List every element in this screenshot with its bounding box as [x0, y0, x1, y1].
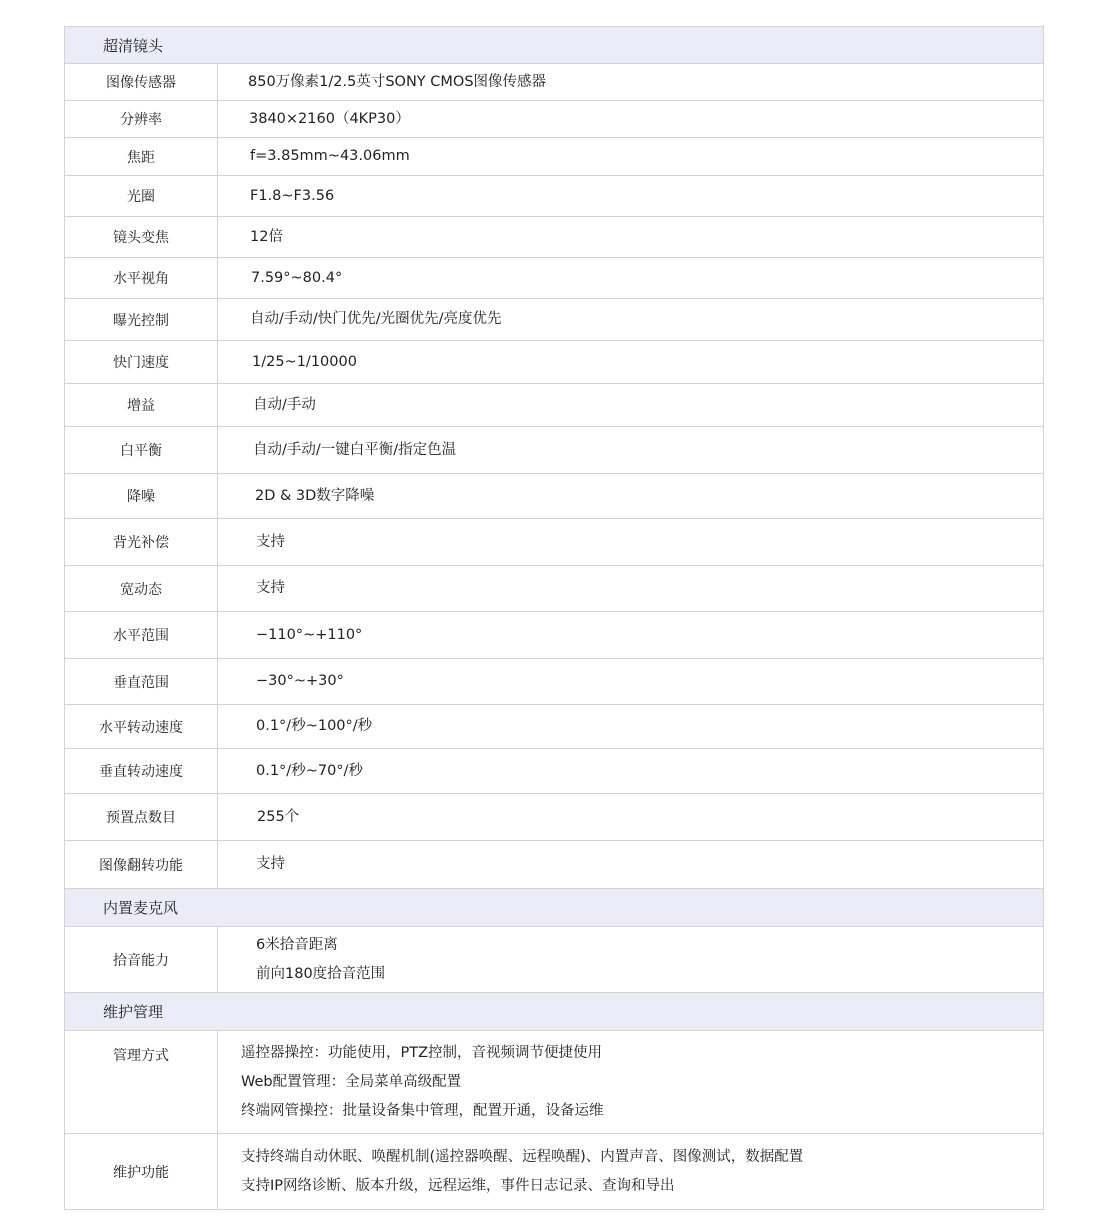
- spec-value-line: 自动/手动/一键白平衡/指定色温: [253, 441, 457, 458]
- spec-value: [218, 217, 1043, 257]
- spec-label: 曝光控制: [65, 299, 218, 340]
- spec-row: [65, 384, 1043, 427]
- spec-value-line: 支持: [256, 580, 285, 596]
- spec-row: [65, 519, 1043, 566]
- spec-label: 预置点数目: [65, 794, 218, 840]
- spec-label: 管理方式: [65, 1031, 218, 1133]
- spec-value-line: −110°~+110°: [256, 626, 363, 643]
- section-header: [65, 993, 1043, 1031]
- spec-value: [218, 566, 1043, 611]
- section-title: 维护管理: [103, 1003, 164, 1021]
- section-header: [65, 889, 1043, 927]
- spec-row: [65, 705, 1043, 749]
- spec-label: 拾音能力: [65, 927, 218, 992]
- spec-row: [65, 659, 1043, 705]
- spec-label: 水平视角: [65, 258, 218, 298]
- spec-value: [218, 1031, 1043, 1133]
- spec-value: [218, 474, 1043, 518]
- spec-row: [65, 612, 1043, 659]
- spec-label: 垂直转动速度: [65, 749, 218, 793]
- spec-value-line: 3840×2160（4KP30）: [249, 110, 410, 127]
- spec-table: [64, 26, 1044, 1210]
- spec-value-line: F1.8~F3.56: [250, 187, 335, 204]
- spec-value: [218, 519, 1043, 565]
- spec-value: [218, 705, 1043, 748]
- spec-row: [65, 566, 1043, 612]
- spec-value: [218, 841, 1043, 888]
- spec-label: 降噪: [65, 474, 218, 518]
- spec-value: [218, 341, 1043, 383]
- spec-row: [65, 101, 1043, 138]
- spec-value: [218, 612, 1043, 658]
- spec-value: [218, 64, 1043, 100]
- spec-value-line: 2D & 3D数字降噪: [255, 487, 375, 504]
- spec-value-line: 遥控器操控：功能使用，PTZ控制，音视频调节便捷使用: [241, 1044, 603, 1061]
- spec-label: 水平转动速度: [65, 705, 218, 748]
- spec-label: 光圈: [65, 176, 218, 216]
- spec-label: 白平衡: [65, 427, 218, 473]
- spec-label: 水平范围: [65, 612, 218, 658]
- spec-value: [218, 101, 1043, 137]
- spec-value: [218, 794, 1043, 840]
- spec-label: 图像传感器: [65, 64, 218, 100]
- spec-row: [65, 841, 1043, 889]
- spec-value-line: 支持IP网络诊断、版本升级，远程运维，事件日志记录、查询和导出: [241, 1177, 675, 1194]
- spec-value: [218, 427, 1043, 473]
- spec-value: [218, 258, 1043, 298]
- spec-label: 垂直范围: [65, 659, 218, 704]
- spec-row: [65, 258, 1043, 299]
- spec-value-line: 7.59°~80.4°: [251, 269, 343, 286]
- spec-row: [65, 217, 1043, 258]
- spec-label: 快门速度: [65, 341, 218, 383]
- section-title: 内置麦克风: [103, 899, 179, 917]
- spec-value: [218, 299, 1043, 340]
- spec-value-line: 自动/手动: [253, 396, 316, 413]
- spec-row: [65, 1031, 1043, 1134]
- spec-row: [65, 1134, 1043, 1209]
- spec-value-line: Web配置管理：全局菜单高级配置: [241, 1073, 462, 1090]
- spec-row: [65, 927, 1043, 993]
- spec-value-line: 12倍: [250, 228, 283, 245]
- spec-value: [218, 176, 1043, 216]
- spec-label: 背光补偿: [65, 519, 218, 565]
- spec-row: [65, 299, 1043, 341]
- spec-value: [218, 749, 1043, 793]
- spec-row: [65, 341, 1043, 384]
- spec-row: [65, 64, 1043, 101]
- spec-value-line: 终端网管操控：批量设备集中管理，配置开通，设备运维: [241, 1102, 604, 1119]
- spec-value-line: 支持: [256, 533, 285, 550]
- spec-label: 镜头变焦: [65, 217, 218, 257]
- spec-value: [218, 927, 1043, 992]
- spec-value: [218, 1134, 1043, 1209]
- spec-value-line: 自动/手动/快门优先/光圈优先/亮度优先: [250, 311, 502, 327]
- spec-value-line: 850万像素1/2.5英寸SONY CMOS图像传感器: [248, 73, 547, 90]
- spec-value-line: 支持: [256, 856, 285, 872]
- spec-value: [218, 659, 1043, 704]
- spec-value-line: 255个: [257, 808, 300, 825]
- spec-row: [65, 138, 1043, 176]
- spec-label: 焦距: [65, 138, 218, 175]
- spec-label: 图像翻转功能: [65, 841, 218, 888]
- spec-row: [65, 749, 1043, 794]
- section-title: 超清镜头: [103, 36, 164, 55]
- spec-value-line: 0.1°/秒~70°/秒: [256, 762, 363, 779]
- spec-row: [65, 474, 1043, 519]
- spec-row: [65, 794, 1043, 841]
- spec-value-line: 0.1°/秒~100°/秒: [256, 718, 373, 734]
- spec-value: [218, 384, 1043, 426]
- spec-label: 宽动态: [65, 566, 218, 611]
- spec-label: 增益: [65, 384, 218, 426]
- spec-value-line: f=3.85mm~43.06mm: [250, 148, 410, 164]
- spec-value-line: 1/25~1/10000: [252, 353, 357, 370]
- spec-value-line: 6米拾音距离: [256, 936, 338, 953]
- section-header: [65, 27, 1043, 64]
- spec-label: 维护功能: [65, 1134, 218, 1209]
- spec-row: [65, 176, 1043, 217]
- spec-value-line: 前向180度拾音范围: [256, 965, 386, 982]
- spec-value: [218, 138, 1043, 175]
- spec-value-line: −30°~+30°: [256, 673, 344, 689]
- spec-value-line: 支持终端自动休眠、唤醒机制(遥控器唤醒、远程唤醒)、内置声音、图像测试，数据配置: [241, 1148, 804, 1165]
- spec-row: [65, 427, 1043, 474]
- spec-label: 分辨率: [65, 101, 218, 137]
